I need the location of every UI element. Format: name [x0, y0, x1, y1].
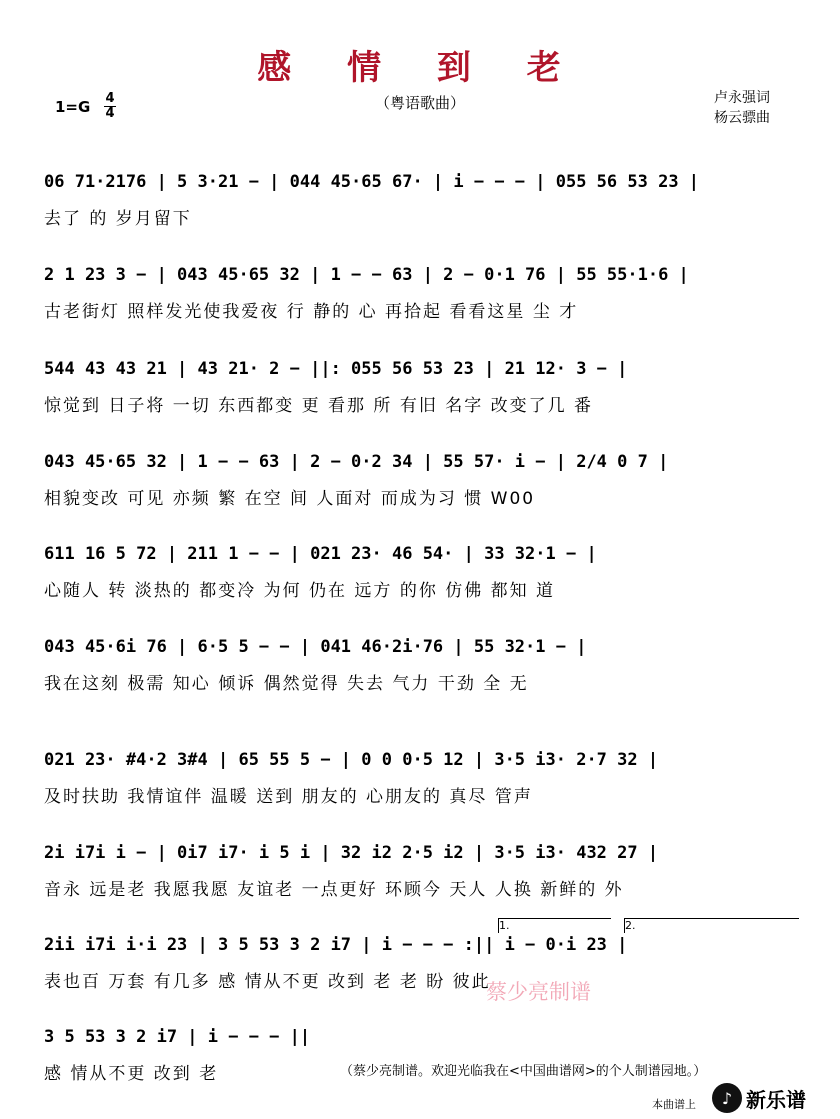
volta-bracket-1: 1. — [498, 918, 611, 933]
notation: 043 45·65 32 | 1 − − 63 | 2 − 0·2 34 | 55 57· i − | 2/4 0 7 | — [44, 452, 669, 472]
notation: 043 45·6i 76 | 6·5 5 − − | 041 46·2i·76 | 55 32·1 − | — [44, 637, 587, 657]
volta-bracket-2: 2. — [624, 918, 799, 933]
score-line — [44, 630, 814, 702]
notation: 2ii i7i i·i 23 | 3 5 53 3 2 i7 | i − − − :|| i − 0·i 23 | — [44, 935, 628, 955]
notation: 3 5 53 3 2 i7 | i − − − || — [44, 1027, 311, 1047]
score-line — [44, 537, 814, 609]
key-signature: 1=G — [55, 98, 91, 116]
time-signature-bottom: 4 — [105, 106, 115, 121]
score-line — [44, 352, 814, 424]
lyrics: 感 情从不更 改到 老 — [44, 1064, 219, 1084]
notation: 611 16 5 72 | 211 1 − − | 021 23· 46 54· | 33 32·1 − | — [44, 544, 597, 564]
score-line — [44, 165, 814, 237]
watermark: 蔡少亮制谱 — [486, 980, 591, 1004]
score-line — [44, 928, 814, 1000]
logo-text: 新乐谱 — [746, 1087, 806, 1112]
score-line — [44, 258, 814, 330]
score-line — [44, 743, 814, 815]
footer-caption: 本曲谱上 — [652, 1098, 696, 1111]
lyrics: 音永 远是老 我愿我愿 友谊老 一点更好 环顾今 天人 人换 新鲜的 外 — [44, 880, 624, 900]
composer: 杨云骠曲 — [714, 110, 770, 126]
credits — [714, 88, 770, 128]
lyrics: 古老街灯 照样发光使我爱夜 行 静的 心 再拾起 看看这星 尘 才 — [44, 302, 579, 322]
song-title: 感 情 到 老 — [257, 48, 583, 88]
score-line — [44, 1020, 814, 1092]
lyrics: 去了 的 岁月留下 — [44, 209, 192, 229]
notation: 06 71·2176 | 5 3·21 − | 044 45·65 67· | i − − − | 055 56 53 23 | — [44, 172, 700, 192]
lyrics: 我在这刻 极需 知心 倾诉 偶然觉得 失去 气力 干劲 全 无 — [44, 674, 529, 694]
lyrics: 相貌变改 可见 亦频 繁 在空 间 人面对 而成为习 惯 W00 — [44, 489, 536, 509]
score-line — [44, 445, 814, 517]
notation: 2i i7i i − | 0i7 i7· i 5 i | 32 i2 2·5 i2 | 3·5 i3· 432 27 | — [44, 843, 659, 863]
song-subtitle: （粤语歌曲） — [374, 94, 465, 112]
lyrics: 惊觉到 日子将 一切 东西都变 更 看那 所 有旧 名字 改变了几 番 — [44, 396, 594, 416]
footnote: （蔡少亮制谱。欢迎光临我在<中国曲谱网>的个人制谱园地。） — [340, 1064, 707, 1079]
lyricist: 卢永强词 — [714, 90, 770, 106]
time-signature-top: 4 — [105, 91, 115, 106]
lyrics: 表也百 万套 有几多 感 情从不更 改到 老 老 盼 彼此 — [44, 972, 491, 992]
score-line — [44, 836, 814, 908]
notation: 544 43 43 21 | 43 21· 2 − ||: 055 56 53 23 | 21 12· 3 − | — [44, 359, 628, 379]
time-signature — [104, 92, 116, 121]
lyrics: 及时扶助 我情谊伴 温暖 送到 朋友的 心朋友的 真尽 管声 — [44, 787, 533, 807]
notation: 2 1 23 3 − | 043 45·65 32 | 1 − − 63 | 2 − 0·1 76 | 55 55·1·6 | — [44, 265, 689, 285]
site-logo[interactable] — [712, 1082, 806, 1114]
music-disc-icon: ♪ — [712, 1083, 742, 1113]
notation: 021 23· #4·2 3#4 | 65 55 5 − | 0 0 0·5 12 | 3·5 i3· 2·7 32 | — [44, 750, 659, 770]
lyrics: 心随人 转 淡热的 都变冷 为何 仍在 远方 的你 仿佛 都知 道 — [44, 581, 556, 601]
